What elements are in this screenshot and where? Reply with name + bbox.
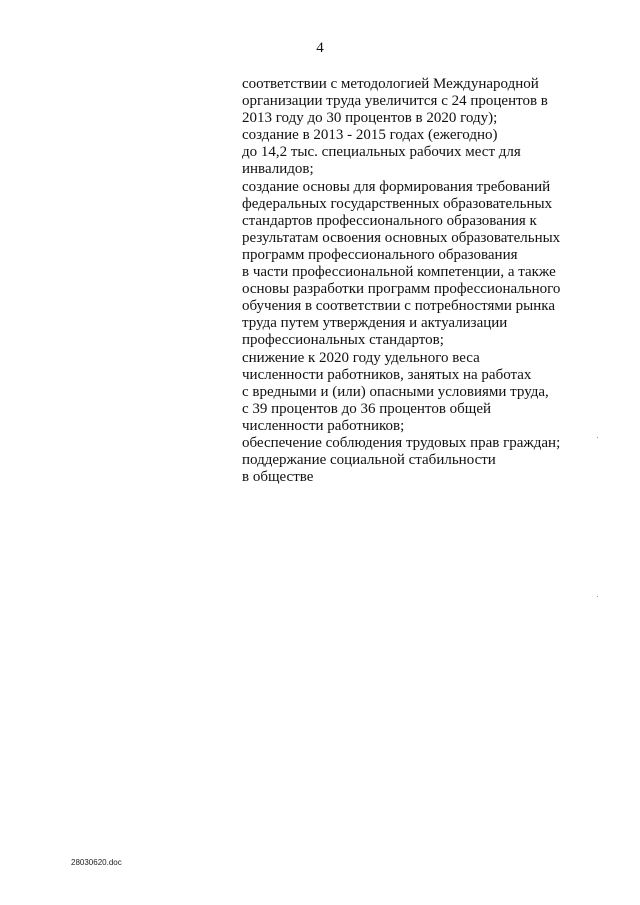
text-line: основы разработки программ профессионального — [242, 281, 561, 298]
text-line: программ профессионального образования — [242, 246, 518, 263]
scan-speck — [597, 437, 598, 438]
text-line: стандартов профессионального образования к — [242, 212, 537, 229]
text-line: до 14,2 тыс. специальных рабочих мест для — [242, 144, 521, 161]
text-line: численности работников, занятых на работах — [242, 366, 532, 383]
text-line: 2013 году до 30 процентов в 2020 году); — [242, 110, 498, 127]
footer-filename: 28030620.doc — [71, 858, 122, 867]
text-line: обеспечение соблюдения трудовых прав граждан; — [242, 434, 561, 451]
text-line: инвалидов; — [242, 161, 314, 178]
text-line: федеральных государственных образовательных — [242, 195, 553, 212]
page-number: 4 — [316, 40, 324, 56]
body-text — [242, 76, 632, 486]
text-line: соответствии с методологией Международной — [242, 76, 539, 92]
text-line: поддержание социальной стабильности — [242, 452, 496, 469]
scan-speck — [597, 596, 598, 597]
text-line: создание основы для формирования требований — [242, 178, 551, 195]
text-line: создание в 2013 - 2015 годах (ежегодно) — [242, 127, 498, 144]
text-line: профессиональных стандартов; — [242, 332, 444, 349]
text-line: обучения в соответствии с потребностями рынка — [242, 298, 555, 315]
text-line: с 39 процентов до 36 процентов общей — [242, 400, 492, 417]
text-line: в обществе — [242, 469, 314, 486]
text-line: результатам освоения основных образовательных — [242, 229, 561, 246]
text-line: с вредными и (или) опасными условиями труда, — [242, 383, 549, 400]
text-line: труда путем утверждения и актуализации — [242, 315, 508, 332]
text-line: организации труда увеличится с 24 процентов в — [242, 93, 548, 110]
text-line: численности работников; — [242, 417, 405, 434]
text-line: снижение к 2020 году удельного веса — [242, 349, 480, 366]
text-line: в части профессиональной компетенции, а также — [242, 264, 556, 281]
